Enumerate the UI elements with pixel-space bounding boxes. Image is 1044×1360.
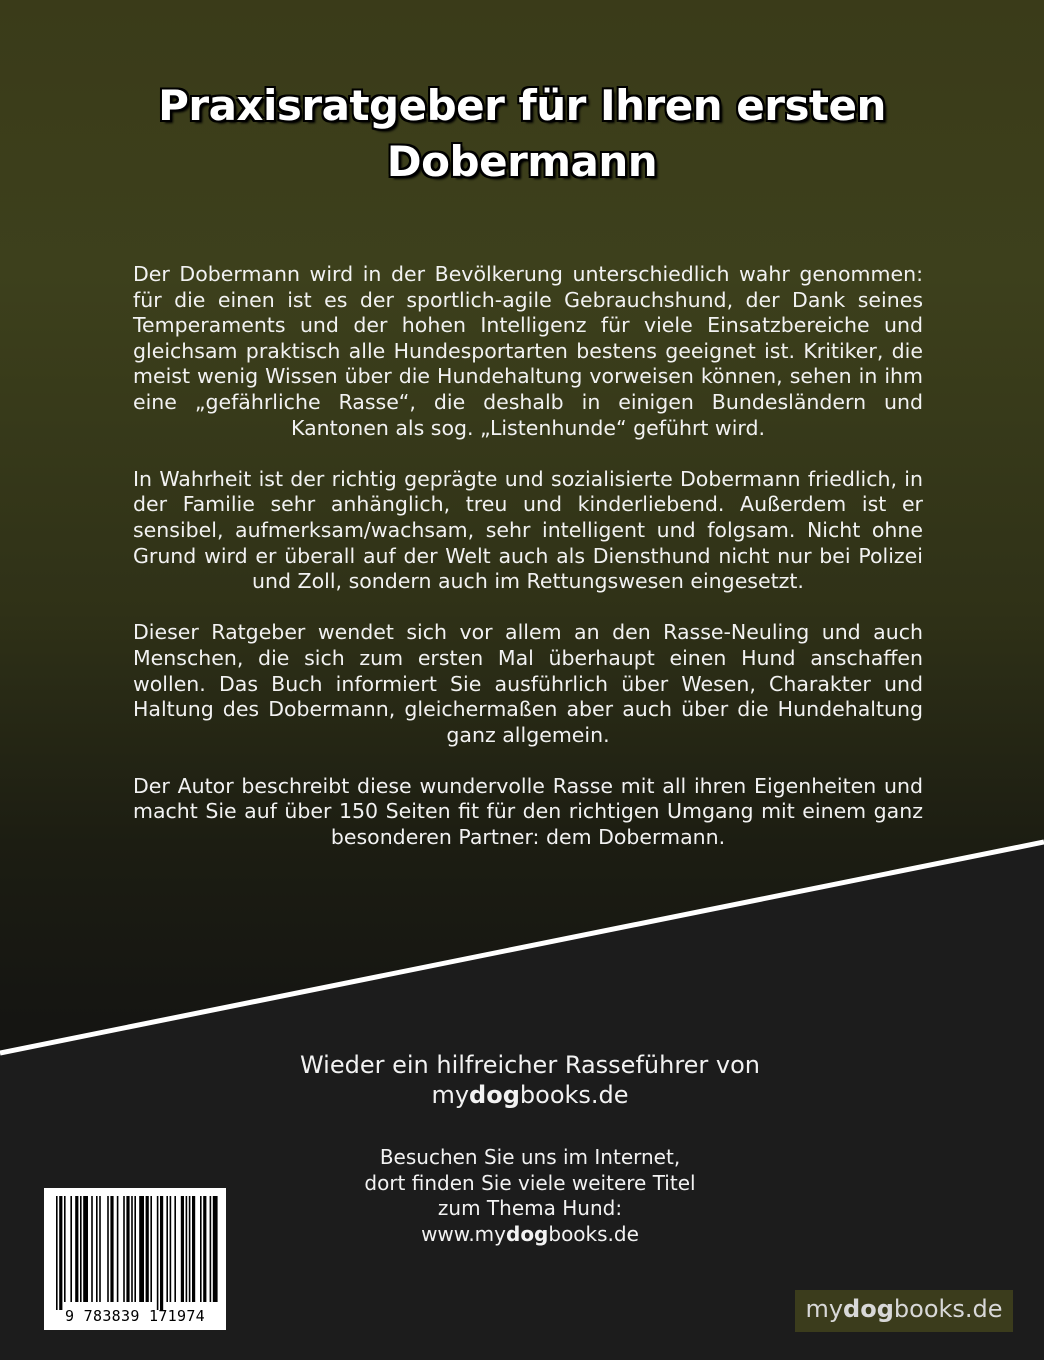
promo-line: Wieder ein hilfreicher Rasseführer von xyxy=(299,1051,761,1079)
barcode-bar xyxy=(123,1196,125,1302)
promo-brand-pre: my xyxy=(431,1081,470,1109)
barcode-bar xyxy=(192,1196,195,1302)
barcode-bar xyxy=(174,1196,176,1302)
barcode-bar xyxy=(150,1196,152,1302)
barcode-bar xyxy=(166,1196,168,1302)
isbn-number: 9 783839 171974 xyxy=(65,1307,205,1325)
logo-post: books.de xyxy=(893,1295,1003,1323)
barcode-bar xyxy=(91,1196,93,1302)
barcode-bar xyxy=(146,1196,149,1302)
barcode-bar xyxy=(134,1196,136,1302)
title-line-2: Dobermann xyxy=(386,137,658,186)
barcode-bar xyxy=(181,1196,184,1302)
logo-bold: dog xyxy=(843,1295,894,1323)
barcode-bar xyxy=(213,1196,218,1302)
visit-line-1: Besuchen Sie uns im Internet, xyxy=(379,1145,681,1169)
logo-pre: my xyxy=(805,1295,844,1323)
promo-brand xyxy=(230,1080,830,1110)
visit-line-2: dort finden Sie viele weitere Titel xyxy=(364,1170,696,1195)
barcode-bar xyxy=(189,1196,191,1302)
barcode-bar xyxy=(131,1196,133,1302)
blurb-paragraph-4: Der Autor beschreibt diese wundervolle Rasse mit all ihren Eigenheiten und macht Sie auf über 150 Seiten fit für den richtigen Umgang mit einem ganz besonderen Partner: dem Dobermann. xyxy=(133,773,923,850)
barcode-bar xyxy=(96,1196,98,1302)
barcode-bar xyxy=(210,1196,212,1302)
isbn-barcode xyxy=(44,1188,226,1330)
blurb-paragraph-1: Der Dobermann wird in der Bevölkerung unterschiedlich wahr genommen: für die einen ist es der sportlich-agile Gebrauchshund, der Dank seines Temperaments und der hohen Intelligenz für viele Einsatzbereiche und gleichsam praktisch alle Hundesportarten bestens geeignet ist. Kritiker, die meist wenig Wissen über die Hundehaltung vorweisen können, sehen in ihm eine „gefährliche Rasse“, die deshalb in einigen Bundesländern und Kantonen als sog. „Listenhunde“ geführt wird. xyxy=(133,262,923,440)
barcode-bar xyxy=(170,1196,172,1302)
barcode-bar xyxy=(186,1196,188,1302)
blurb-paragraph-3: Dieser Ratgeber wendet sich vor allem an den Rasse-Neuling und auch Menschen, die sich zum ersten Mal überhaupt einen Hund anschaffen wollen. Das Buch informiert Sie ausführlich über Wesen, Charakter und Haltung des Dobermann, gleichermaßen aber auch über die Hundehaltung ganz allgemein. xyxy=(133,620,923,747)
barcode-bar xyxy=(70,1196,72,1302)
barcode-bar xyxy=(110,1196,113,1302)
barcode-bar xyxy=(59,1196,62,1310)
url-pre: www.my xyxy=(421,1221,506,1246)
barcode-bar xyxy=(160,1196,163,1310)
publisher-logo xyxy=(795,1290,1013,1332)
visit-line-3: zum Thema Hund: xyxy=(437,1196,623,1221)
barcode-bar xyxy=(126,1196,129,1302)
barcode-bar xyxy=(117,1196,119,1302)
barcode-bar xyxy=(75,1196,78,1302)
promo-brand-post: books.de xyxy=(519,1081,629,1109)
barcode-bar xyxy=(83,1196,88,1302)
blurb-paragraph-2: In Wahrheit ist der richtig geprägte und sozialisierte Dobermann friedlich, in der Familie sehr anhänglich, treu und kinderliebend. Außerdem ist er sensibel, aufmerksam/wachsam, sehr intelligent und folgsam. Nicht ohne Grund wird er überall auf der Welt auch als Diensthund nicht nur bei Polizei und Zoll, sondern auch im Rettungswesen eingesetzt. xyxy=(133,466,923,594)
barcode-bar xyxy=(200,1196,202,1302)
barcode-bar xyxy=(99,1196,101,1302)
barcode-bar xyxy=(107,1196,109,1302)
title-line-1: Praxisratgeber für Ihren ersten xyxy=(158,81,886,130)
barcode-bar xyxy=(80,1196,82,1302)
barcode-bar xyxy=(56,1196,58,1310)
page-title xyxy=(60,78,984,190)
visit-info xyxy=(290,1145,770,1247)
promo-brand-bold: dog xyxy=(469,1081,520,1109)
website-url xyxy=(290,1222,770,1248)
barcode-bar xyxy=(157,1196,159,1310)
url-bold: dog xyxy=(506,1221,549,1246)
url-post: books.de xyxy=(548,1221,639,1246)
blurb xyxy=(133,262,923,876)
barcode-bar xyxy=(203,1196,206,1302)
barcode-bar xyxy=(64,1196,66,1302)
barcode-bar xyxy=(139,1196,144,1302)
publisher-promo xyxy=(230,1050,830,1110)
